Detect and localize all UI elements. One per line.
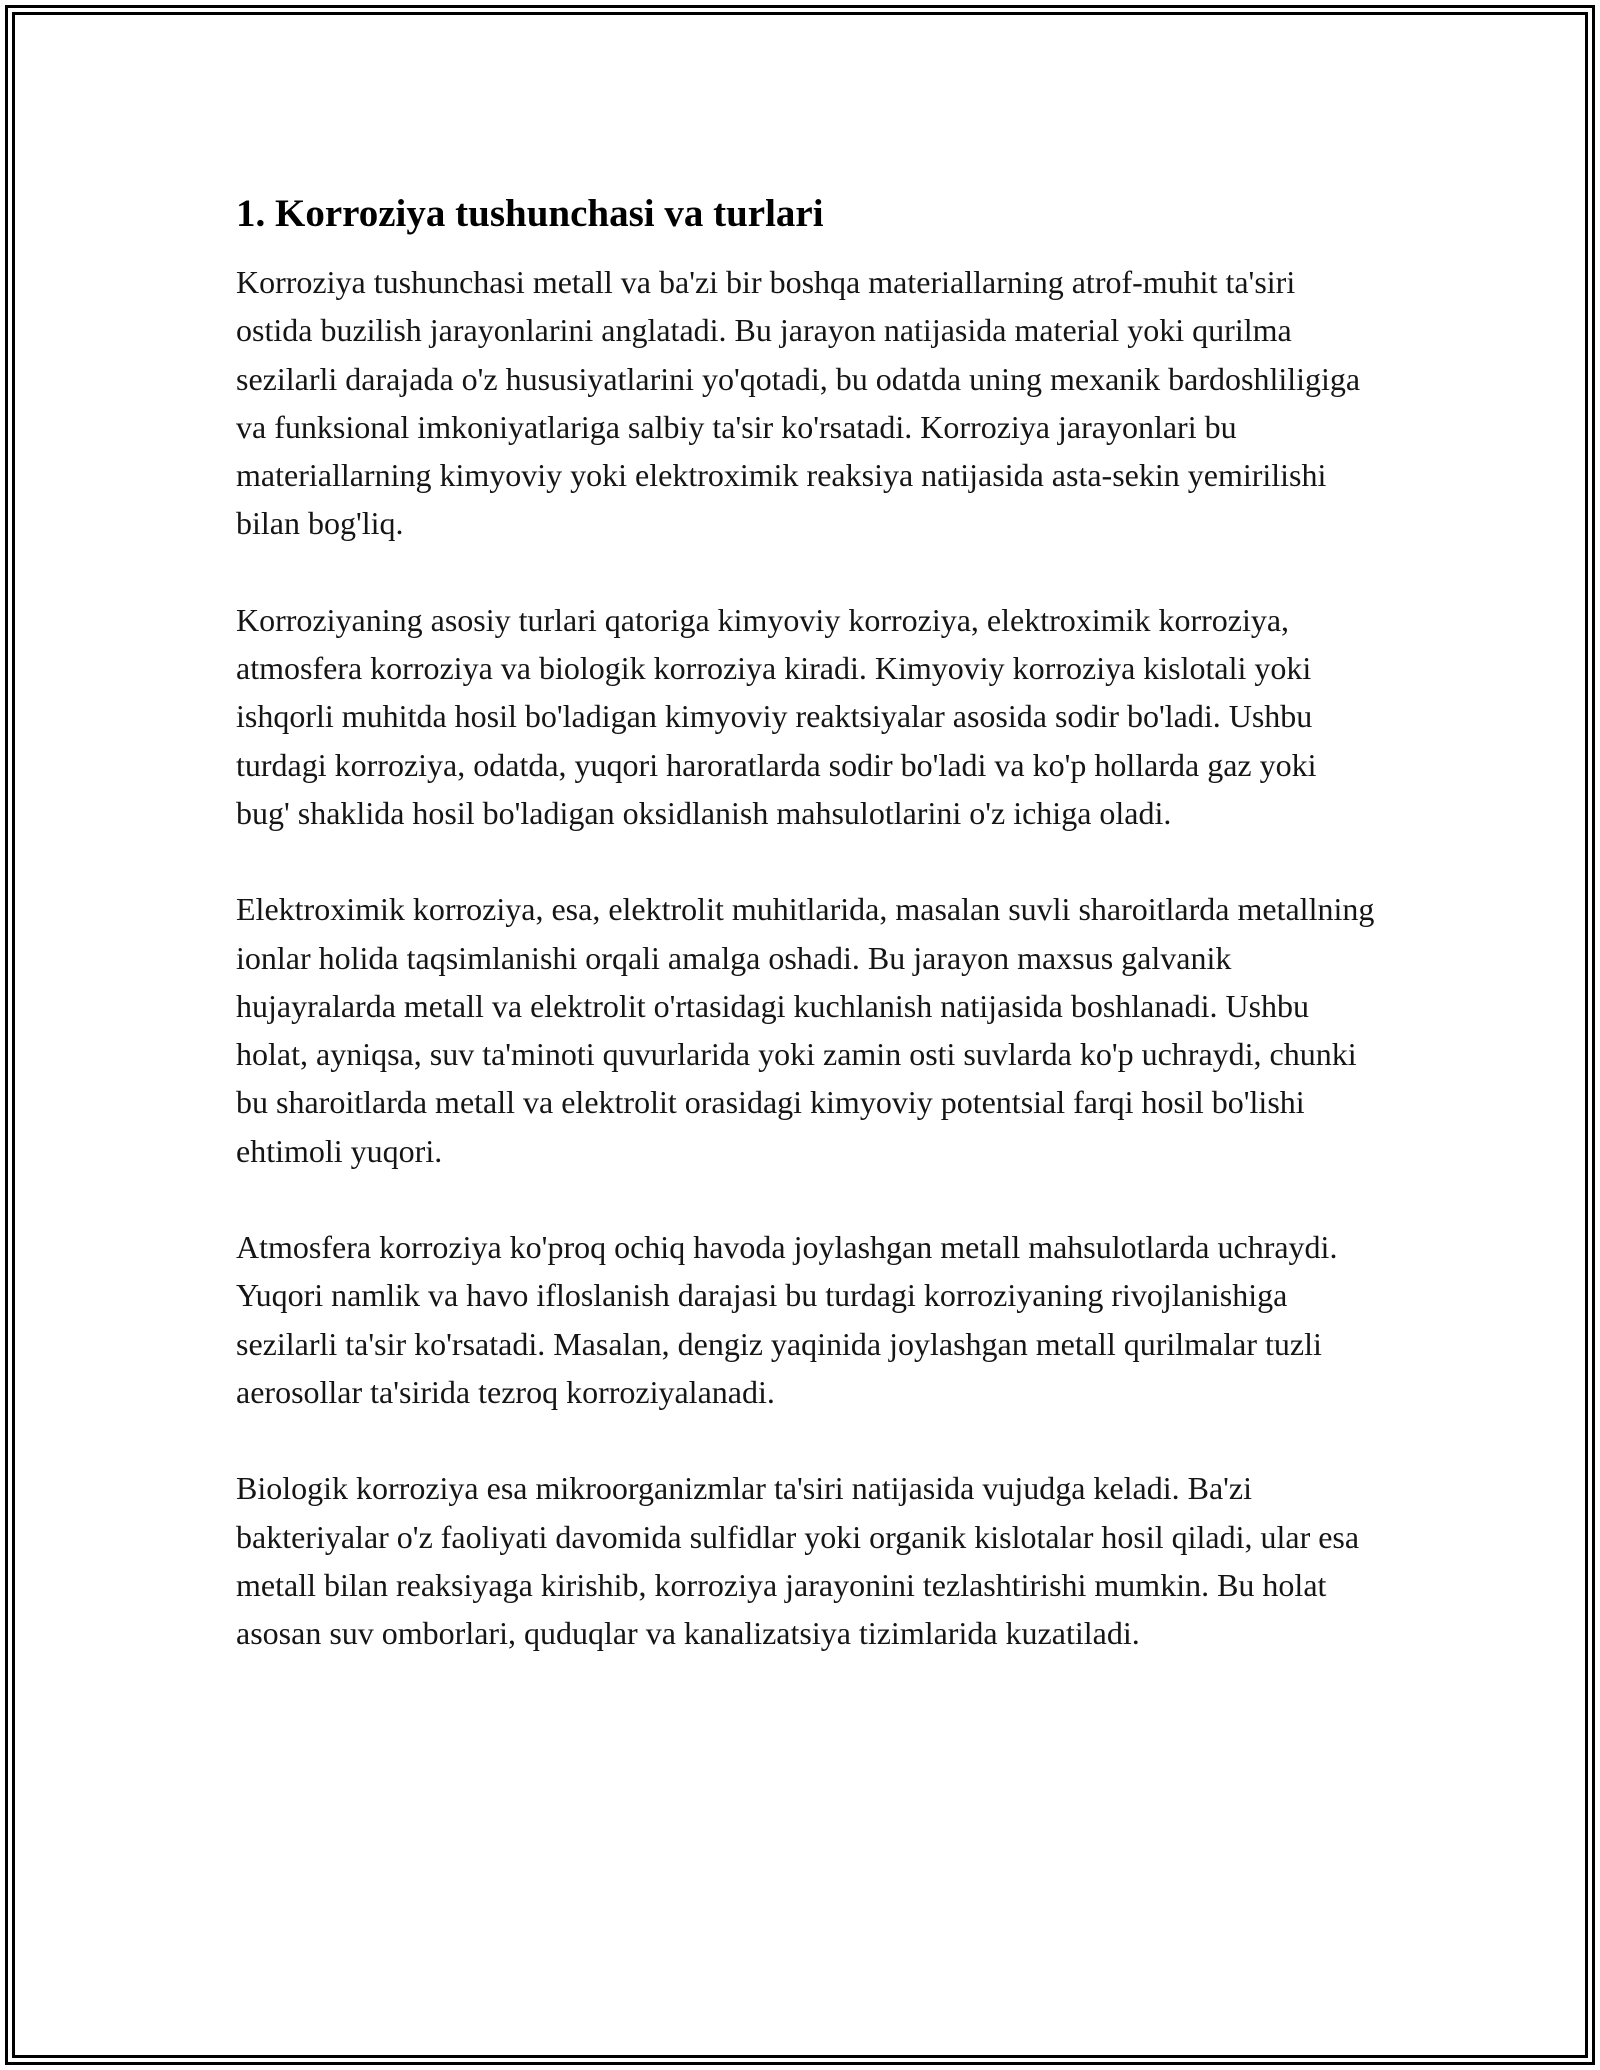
- paragraph-electrochemical: Elektroximik korroziya, esa, elektrolit muhitlarida, masalan suvli sharoitlarda metallning ionlar holida taqsimlanishi orqali amalga oshadi. Bu jarayon maxsus galvanik hujayralarda metall va elektrolit o'rtasidagi kuchlanish natijasida boshlanadi. Ushbu holat, ayniqsa, suv ta'minoti quvurlarida yoki zamin osti suvlarda ko'p uchraydi, chunki bu sharoitlarda metall va elektrolit orasidagi kimyoviy potentsial farqi hosil bo'lishi ehtimoli yuqori.: [236, 891, 1375, 1169]
- section-heading: 1. Korroziya tushunchasi va turlari: [236, 192, 824, 235]
- paragraph-biological: Biologik korroziya esa mikroorganizmlar ta'siri natijasida vujudga keladi. Ba'zi bakteriyalar o'z faoliyati davomida sulfidlar yoki organik kislotalar hosil qiladi, ular esa metall bilan reaksiyaga kirishib, korroziya jarayonini tezlashtirishi mumkin. Bu holat asosan suv omborlari, quduqlar va kanalizatsiya tizimlarida kuzatiladi.: [236, 1470, 1360, 1652]
- paragraph-types: Korroziyaning asosiy turlari qatoriga kimyoviy korroziya, elektroximik korroziya, atmosfera korroziya va biologik korroziya kiradi. Kimyoviy korroziya kislotali yoki ishqorli muhitda hosil bo'ladigan kimyoviy reaktsiyalar asosida sodir bo'ladi. Ushbu turdagi korroziya, odatda, yuqori haroratlarda sodir bo'ladi va ko'p hollarda gaz yoki bug' shaklida hosil bo'ladigan oksidlanish mahsulotlarini o'z ichiga oladi.: [236, 601, 1317, 831]
- paragraph-atmospheric: Atmosfera korroziya ko'proq ochiq havoda joylashgan metall mahsulotlarda uchraydi. Yuqori namlik va havo ifloslanish darajasi bu turdagi korroziyaning rivojlanishiga sezilarli ta'sir ko'rsatadi. Masalan, dengiz yaqinida joylashgan metall qurilmalar tuzli aerosollar ta'sirida tezroq korroziyalanadi.: [236, 1229, 1338, 1410]
- document-body: [236, 188, 1376, 1705]
- paragraph-definition: Korroziya tushunchasi metall va ba'zi bir boshqa materiallarning atrof-muhit ta'siri ostida buzilish jarayonlarini anglatadi. Bu jarayon natijasida material yoki qurilma sezilarli darajada o'z hususiyatlarini yo'qotadi, bu odatda uning mexanik bardoshliligiga va funksional imkoniyatlariga salbiy ta'sir ko'rsatadi. Korroziya jarayonlari bu materiallarning kimyoviy yoki elektroximik reaksiya natijasida asta-sekin yemirilishi bilan bog'liq.: [236, 264, 1361, 542]
